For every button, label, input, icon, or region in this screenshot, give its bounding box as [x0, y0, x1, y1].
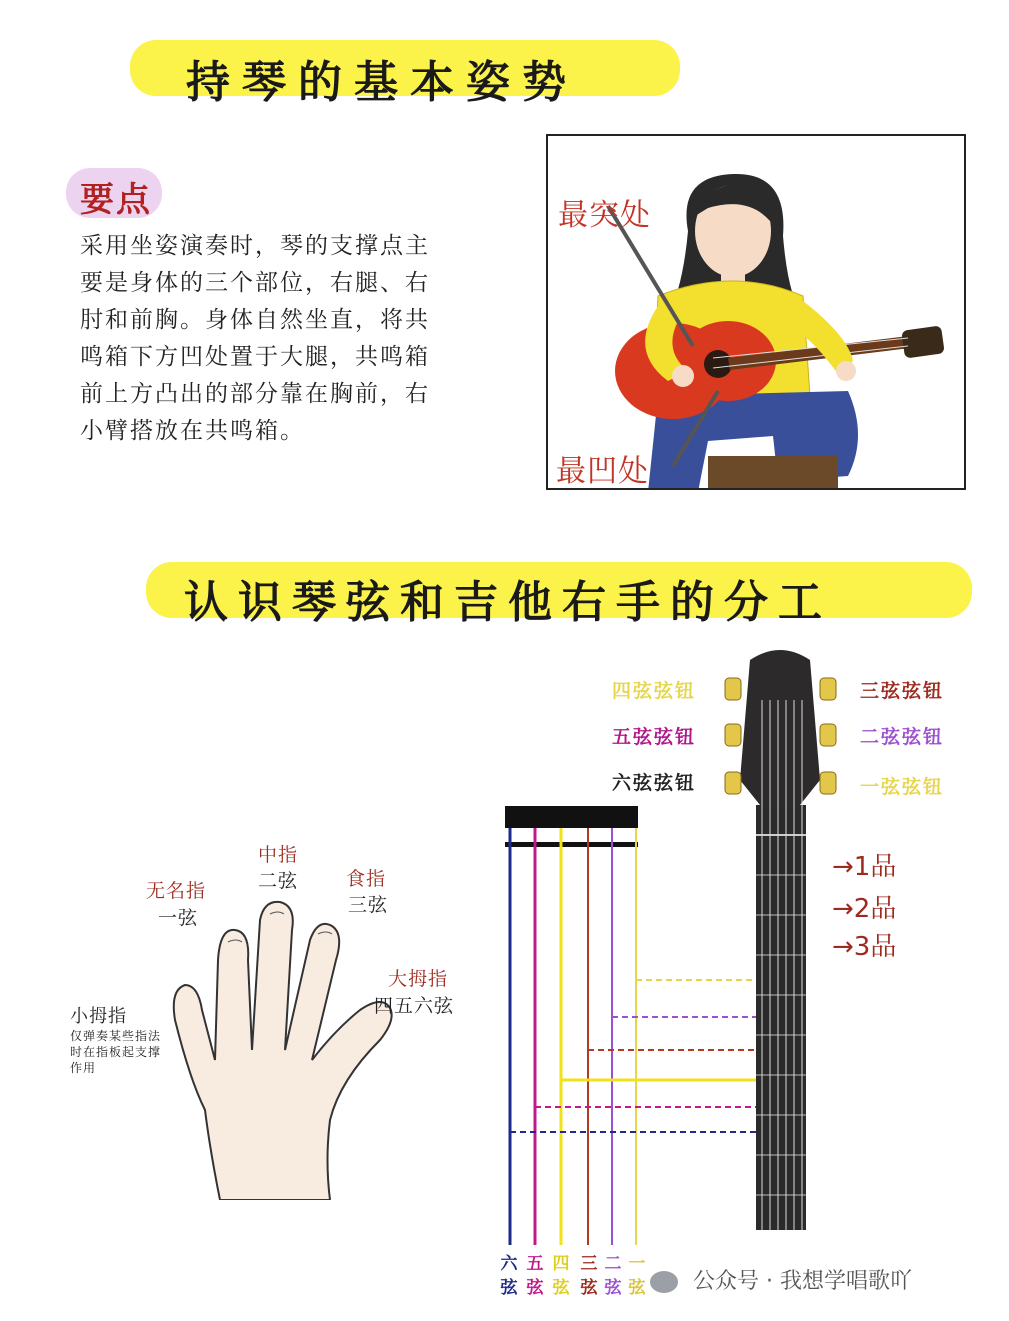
- section1-title: 持琴的基本姿势: [186, 57, 578, 108]
- bottom-string-6-bottom: 弦: [500, 1278, 518, 1298]
- peg-label-string-1: 一弦弦钮: [860, 776, 945, 798]
- label-most-protruding: 最突处: [558, 198, 651, 233]
- finger-index-name: 食指: [346, 868, 387, 890]
- finger-thumb-string: 四五六弦: [374, 995, 455, 1017]
- paragraph-line: 肘和前胸。身体自然坐直，将共: [80, 307, 430, 333]
- watermark: [650, 1264, 912, 1295]
- label-most-concave: 最凹处: [556, 454, 649, 489]
- fret-3-label: →3品: [832, 932, 897, 962]
- fret-1-label: →1品: [832, 852, 897, 882]
- bottom-string-2-top: 二: [604, 1254, 622, 1274]
- bottom-string-5-top: 五: [526, 1254, 544, 1274]
- pinky-note-line: 作用: [70, 1061, 97, 1075]
- paragraph-line: 要是身体的三个部位，右腿、右: [80, 270, 430, 296]
- finger-pinky-note: [70, 1028, 161, 1076]
- pinky-note-line: 仅弹奏某些指法: [70, 1029, 162, 1043]
- section2-title: 认识琴弦和吉他右手的分工: [184, 577, 832, 628]
- guitar-neck-drawing: [720, 640, 840, 1240]
- finger-ring-string: 一弦: [158, 907, 199, 929]
- pinky-note-line: 时在指板起支撑: [70, 1045, 162, 1059]
- peg-label-string-6: 六弦弦钮: [612, 772, 697, 794]
- bottom-string-4-bottom: 弦: [552, 1278, 570, 1298]
- bottom-string-1-top: 一: [628, 1254, 646, 1274]
- finger-ring-name: 无名指: [146, 880, 207, 902]
- bottom-string-5: [524, 1252, 546, 1300]
- fret-2-label: →2品: [832, 894, 897, 924]
- paragraph-line: 小臂搭放在共鸣箱。: [80, 418, 305, 444]
- bottom-string-6: [498, 1252, 520, 1300]
- finger-middle-name: 中指: [258, 844, 299, 866]
- paragraph-line: 采用坐姿演奏时，琴的支撑点主: [80, 233, 430, 259]
- posture-illustration: [546, 134, 966, 490]
- peg-label-string-3: 三弦弦钮: [860, 680, 945, 702]
- bottom-string-3: [578, 1252, 600, 1300]
- bottom-string-6-top: 六: [500, 1254, 518, 1274]
- bottom-string-4-top: 四: [552, 1254, 570, 1274]
- bottom-string-1-bottom: 弦: [628, 1278, 646, 1298]
- posture-description: [80, 228, 500, 450]
- bottom-string-3-bottom: 弦: [580, 1278, 598, 1298]
- finger-pinky-name: 小拇指: [70, 1006, 127, 1027]
- bottom-string-2: [602, 1252, 624, 1300]
- key-points-badge: 要点: [80, 180, 152, 220]
- paragraph-line: 前上方凸出的部分靠在胸前，右: [80, 381, 430, 407]
- finger-middle-string: 二弦: [258, 870, 299, 892]
- bottom-string-2-bottom: 弦: [604, 1278, 622, 1298]
- watermark-text: 公众号 · 我想学唱歌吖: [693, 1269, 912, 1294]
- peg-label-string-5: 五弦弦钮: [612, 726, 697, 748]
- finger-index-string: 三弦: [348, 894, 389, 916]
- hand-drawing: [160, 900, 420, 1200]
- bottom-string-1: [626, 1252, 648, 1300]
- peg-label-string-4: 四弦弦钮: [612, 680, 697, 702]
- bottom-string-4: [550, 1252, 572, 1300]
- bottom-string-5-bottom: 弦: [526, 1278, 544, 1298]
- wechat-icon: [650, 1271, 678, 1293]
- peg-label-string-2: 二弦弦钮: [860, 726, 945, 748]
- finger-thumb-name: 大拇指: [388, 968, 449, 990]
- paragraph-line: 鸣箱下方凹处置于大腿，共鸣箱: [80, 344, 430, 370]
- bottom-string-3-top: 三: [580, 1254, 598, 1274]
